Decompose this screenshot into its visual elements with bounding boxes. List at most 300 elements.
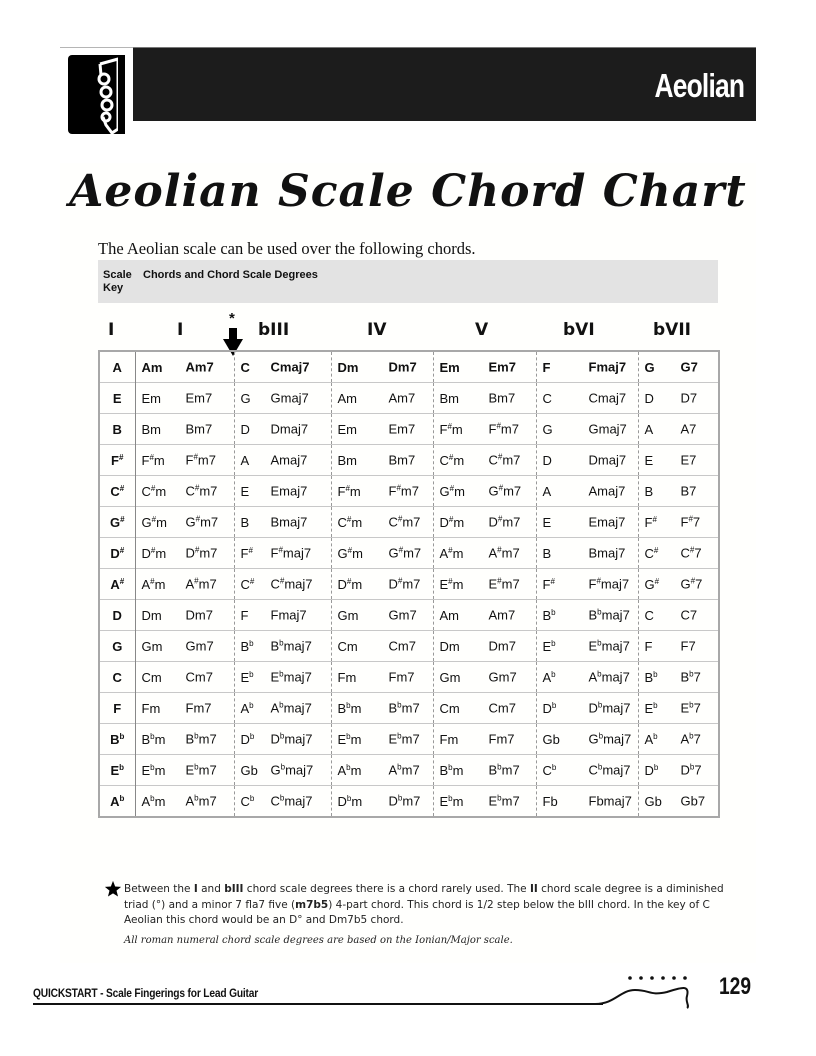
chord-triad: G bbox=[644, 359, 655, 375]
chord-seventh: Bm7 bbox=[185, 421, 213, 437]
chord-seventh: $A^bm7$ bbox=[388, 762, 420, 778]
chord-seventh: C#m7 bbox=[388, 514, 421, 530]
chord-group-cell bbox=[234, 351, 331, 383]
chord-group-cell bbox=[234, 755, 331, 786]
chord-seventh: D#m7 bbox=[388, 576, 421, 592]
chord-triad: D bbox=[542, 452, 552, 468]
table-row bbox=[99, 569, 719, 600]
chord-triad: Gm bbox=[337, 607, 359, 623]
chord-group-cell bbox=[536, 693, 638, 724]
chord-triad: G bbox=[240, 390, 251, 406]
chord-triad: A#m bbox=[439, 545, 464, 561]
chord-seventh: Dm7 bbox=[488, 638, 516, 654]
scale-key-cell: $B^b$ bbox=[99, 724, 135, 755]
fn-part: chord scale degree is a diminished triad (°) and a minor 7 fla7 five ( bbox=[124, 883, 724, 911]
chord-seventh: F#m7 bbox=[388, 483, 419, 499]
chord-seventh: Gm7 bbox=[185, 638, 214, 654]
chord-group-cell bbox=[638, 538, 719, 569]
chord-triad: $A^bm$ bbox=[141, 793, 166, 809]
chord-triad: C bbox=[240, 359, 250, 375]
chord-seventh: C#m7 bbox=[488, 452, 521, 468]
chord-group-cell bbox=[331, 383, 433, 414]
chord-triad: Cm bbox=[337, 638, 358, 654]
chord-seventh: $E^bm7$ bbox=[488, 793, 520, 809]
chord-seventh: G#m7 bbox=[185, 514, 219, 530]
chord-seventh: $G^bmaj7$ bbox=[588, 731, 632, 747]
chord-seventh: $E^bmaj7$ bbox=[270, 669, 312, 685]
chord-triad: Am bbox=[141, 359, 163, 375]
chord-triad: $A^b$ bbox=[542, 669, 556, 685]
chord-triad: G#m bbox=[141, 514, 167, 530]
chord-group-cell bbox=[331, 351, 433, 383]
chord-group-cell bbox=[536, 724, 638, 755]
chord-triad: Bm bbox=[337, 452, 357, 468]
table-row bbox=[99, 383, 719, 414]
chord-triad: F# bbox=[542, 576, 555, 592]
chord-group-cell bbox=[638, 476, 719, 507]
chord-seventh: Fm7 bbox=[185, 700, 212, 716]
chord-triad: F# bbox=[644, 514, 657, 530]
chord-group-cell bbox=[135, 351, 234, 383]
chord-triad: Bm bbox=[439, 390, 459, 406]
chord-chart-table bbox=[98, 350, 720, 818]
degree-v: V bbox=[475, 320, 489, 340]
chord-group-cell bbox=[638, 414, 719, 445]
chord-seventh: Bm7 bbox=[488, 390, 516, 406]
chord-group-cell bbox=[638, 662, 719, 693]
chord-group-cell bbox=[536, 631, 638, 662]
chord-seventh: F7 bbox=[680, 638, 696, 654]
chord-group-cell bbox=[638, 755, 719, 786]
chord-group-cell bbox=[433, 662, 536, 693]
chord-triad: C bbox=[542, 390, 552, 406]
chord-seventh: $A^bmaj7$ bbox=[588, 669, 630, 685]
chord-triad: C#m bbox=[141, 483, 167, 499]
chord-triad: $D^b$ bbox=[240, 731, 255, 747]
chord-group-cell bbox=[331, 662, 433, 693]
chord-group-cell bbox=[135, 383, 234, 414]
chord-seventh: Am7 bbox=[488, 607, 516, 623]
chord-seventh: $B^bm7$ bbox=[185, 731, 217, 747]
chord-triad: E bbox=[240, 483, 250, 499]
table-row bbox=[99, 538, 719, 569]
chord-group-cell bbox=[234, 445, 331, 476]
chord-group-cell bbox=[638, 786, 719, 818]
chord-triad: Em bbox=[141, 390, 161, 406]
degree-iv: IV bbox=[367, 320, 387, 340]
scale-key-cell: C bbox=[99, 662, 135, 693]
chord-triad: Gm bbox=[439, 669, 461, 685]
scale-key-cell: E bbox=[99, 383, 135, 414]
chord-triad: Fb bbox=[542, 793, 558, 809]
scale-key-cell: A bbox=[99, 351, 135, 383]
chord-group-cell bbox=[135, 693, 234, 724]
chord-seventh: Cmaj7 bbox=[270, 359, 310, 375]
chord-seventh: C7 bbox=[680, 607, 698, 623]
chord-group-cell bbox=[135, 755, 234, 786]
chord-triad: Dm bbox=[141, 607, 162, 623]
chord-group-cell bbox=[536, 507, 638, 538]
chord-seventh: $C^bmaj7$ bbox=[588, 762, 631, 778]
scale-key-cell: D bbox=[99, 600, 135, 631]
chord-triad: Am bbox=[337, 390, 357, 406]
intro-text: The Aeolian scale can be used over the following chords. bbox=[98, 239, 476, 258]
chord-group-cell bbox=[234, 786, 331, 818]
scale-key-cell: F bbox=[99, 693, 135, 724]
chord-triad: Fm bbox=[337, 669, 357, 685]
chord-group-cell bbox=[433, 445, 536, 476]
chord-group-cell bbox=[433, 755, 536, 786]
chord-triad: Em bbox=[439, 359, 460, 375]
chord-triad: Cm bbox=[439, 700, 460, 716]
chord-triad: $E^bm$ bbox=[337, 731, 362, 747]
table-row bbox=[99, 351, 719, 383]
chord-triad: D bbox=[240, 421, 250, 437]
chord-triad: F#m bbox=[439, 421, 463, 437]
chord-seventh: $D^bmaj7$ bbox=[270, 731, 313, 747]
table-row bbox=[99, 445, 719, 476]
chord-seventh: Dm7 bbox=[388, 359, 417, 375]
chord-group-cell bbox=[536, 476, 638, 507]
chord-seventh: F#m7 bbox=[488, 421, 519, 437]
chord-group-cell bbox=[331, 600, 433, 631]
chord-triad: Gb bbox=[240, 762, 258, 778]
chord-seventh: Gmaj7 bbox=[270, 390, 309, 406]
fn-part: ) 4-part chord. This chord is 1/2 step below the bIII chord. In the key of C Aeolian this chord would be an D° and Dm7b5 chord. bbox=[124, 898, 710, 926]
table-header-band bbox=[98, 260, 718, 303]
footer-rule bbox=[33, 1003, 603, 1005]
chord-triad: Gb bbox=[644, 793, 662, 809]
chord-triad: A bbox=[240, 452, 250, 468]
chord-group-cell bbox=[331, 693, 433, 724]
chord-triad: A#m bbox=[141, 576, 166, 592]
chord-seventh: Am7 bbox=[388, 390, 416, 406]
chord-triad: G# bbox=[644, 576, 660, 592]
chord-triad: D#m bbox=[337, 576, 363, 592]
chord-seventh: F#m7 bbox=[185, 452, 216, 468]
chord-triad: $E^bm$ bbox=[141, 762, 166, 778]
chord-seventh: Am7 bbox=[185, 359, 214, 375]
chord-group-cell bbox=[638, 383, 719, 414]
chord-seventh: $E^bmaj7$ bbox=[588, 638, 630, 654]
chord-seventh: Fmaj7 bbox=[270, 607, 307, 623]
table-row bbox=[99, 786, 719, 818]
chord-triad: $D^b$ bbox=[542, 700, 557, 716]
chord-group-cell bbox=[433, 600, 536, 631]
chord-triad: C#m bbox=[439, 452, 465, 468]
chord-triad: Gm bbox=[141, 638, 163, 654]
chord-seventh: $D^b7$ bbox=[680, 762, 702, 778]
chord-triad: F#m bbox=[337, 483, 361, 499]
fn-part: chord scale degrees there is a chord rarely used. The bbox=[243, 883, 530, 895]
footnote-text bbox=[124, 882, 724, 929]
chord-seventh: $G^bmaj7$ bbox=[270, 762, 314, 778]
chord-group-cell bbox=[135, 414, 234, 445]
fn-bold-ii: II bbox=[529, 883, 538, 895]
chord-seventh: Bmaj7 bbox=[588, 545, 626, 561]
chord-seventh: Em7 bbox=[488, 359, 516, 375]
chord-seventh: E7 bbox=[680, 452, 697, 468]
chord-triad: Em bbox=[337, 421, 357, 437]
chord-triad: D#m bbox=[141, 545, 167, 561]
chord-group-cell bbox=[234, 693, 331, 724]
chord-seventh: Bmaj7 bbox=[270, 514, 308, 530]
chord-seventh: $E^b7$ bbox=[680, 700, 701, 716]
table-row bbox=[99, 507, 719, 538]
degree-biii: bIII bbox=[258, 320, 290, 340]
chord-seventh: Dmaj7 bbox=[588, 452, 627, 468]
chord-group-cell bbox=[638, 445, 719, 476]
chord-group-cell bbox=[638, 600, 719, 631]
section-title: Aeolian bbox=[654, 67, 744, 104]
chord-seventh: $D^bm7$ bbox=[388, 793, 421, 809]
chord-seventh: G#m7 bbox=[488, 483, 522, 499]
chord-triad: D bbox=[644, 390, 654, 406]
page-title: Aeolian Scale Chord Chart bbox=[69, 166, 747, 217]
table-row bbox=[99, 724, 719, 755]
chain-hand-icon bbox=[68, 55, 125, 134]
chord-seventh: Cm7 bbox=[388, 638, 416, 654]
chord-triad: F# bbox=[240, 545, 253, 561]
chord-seventh: G#7 bbox=[680, 576, 703, 592]
chord-triad: C# bbox=[240, 576, 255, 592]
chord-seventh: Fm7 bbox=[388, 669, 415, 685]
chord-seventh: Emaj7 bbox=[588, 514, 626, 530]
chord-group-cell bbox=[433, 476, 536, 507]
chord-triad: $B^b$ bbox=[240, 638, 254, 654]
chord-group-cell bbox=[234, 600, 331, 631]
chord-triad: $B^b$ bbox=[542, 607, 556, 623]
table-row bbox=[99, 662, 719, 693]
chord-group-cell bbox=[234, 507, 331, 538]
chord-triad: $D^bm$ bbox=[337, 793, 363, 809]
chord-triad: Fm bbox=[439, 731, 459, 747]
chord-group-cell bbox=[135, 662, 234, 693]
chord-seventh: Em7 bbox=[185, 390, 213, 406]
footnote-star-icon bbox=[104, 876, 122, 902]
chord-group-cell bbox=[331, 724, 433, 755]
chord-group-cell bbox=[135, 507, 234, 538]
chord-seventh: Amaj7 bbox=[270, 452, 308, 468]
chord-triad: Dm bbox=[337, 359, 359, 375]
chord-triad: B bbox=[542, 545, 552, 561]
chord-seventh: D#m7 bbox=[185, 545, 218, 561]
chord-triad: $C^b$ bbox=[240, 793, 255, 809]
chord-seventh: F#7 bbox=[680, 514, 701, 530]
chord-triad: Cm bbox=[141, 669, 162, 685]
chord-seventh: Fbmaj7 bbox=[588, 793, 632, 809]
guitar-headstock-icon bbox=[595, 970, 710, 1010]
chord-seventh: D#m7 bbox=[488, 514, 521, 530]
chord-triad: E bbox=[542, 514, 552, 530]
scale-key-cell: A# bbox=[99, 569, 135, 600]
footnote-italic: All roman numeral chord scale degrees are based on the Ionian/Major scale. bbox=[124, 935, 513, 946]
scale-key-cell: $A^b$ bbox=[99, 786, 135, 818]
chord-triad: G bbox=[542, 421, 553, 437]
chord-seventh: C#m7 bbox=[185, 483, 218, 499]
chord-triad: $E^bm$ bbox=[439, 793, 464, 809]
chord-group-cell bbox=[135, 445, 234, 476]
table-row bbox=[99, 755, 719, 786]
scale-key-label bbox=[103, 269, 143, 295]
table-row bbox=[99, 693, 719, 724]
chord-triad: $A^b$ bbox=[644, 731, 658, 747]
chord-seventh: C#7 bbox=[680, 545, 702, 561]
chord-triad: F bbox=[542, 359, 551, 375]
chord-group-cell bbox=[331, 631, 433, 662]
chord-seventh: Amaj7 bbox=[588, 483, 626, 499]
chord-group-cell bbox=[536, 662, 638, 693]
chord-seventh: C#maj7 bbox=[270, 576, 313, 592]
chord-seventh: $A^bm7$ bbox=[185, 793, 217, 809]
chord-seventh: G7 bbox=[680, 359, 698, 375]
chord-triad: Gb bbox=[542, 731, 560, 747]
chord-seventh: G#m7 bbox=[388, 545, 422, 561]
chord-group-cell bbox=[433, 693, 536, 724]
chord-seventh: Cm7 bbox=[185, 669, 213, 685]
chord-seventh: $C^bmaj7$ bbox=[270, 793, 313, 809]
chord-triad: G#m bbox=[337, 545, 363, 561]
chord-seventh: Cmaj7 bbox=[588, 390, 627, 406]
chord-group-cell bbox=[433, 631, 536, 662]
chord-group-cell bbox=[331, 507, 433, 538]
chord-triad: $A^bm$ bbox=[337, 762, 362, 778]
chord-group-cell bbox=[433, 786, 536, 818]
scale-key-cell: G# bbox=[99, 507, 135, 538]
chord-seventh: F#maj7 bbox=[588, 576, 630, 592]
chord-triad: $E^b$ bbox=[542, 638, 556, 654]
chord-triad: Bm bbox=[141, 421, 161, 437]
chord-triad: $C^b$ bbox=[542, 762, 557, 778]
degree-bvi: bVI bbox=[563, 320, 595, 340]
table-row bbox=[99, 600, 719, 631]
scale-key-cell: $E^b$ bbox=[99, 755, 135, 786]
chord-group-cell bbox=[536, 383, 638, 414]
chord-seventh: $A^bmaj7$ bbox=[270, 700, 312, 716]
degree-i: I bbox=[177, 320, 184, 340]
asterisk-marker: * bbox=[229, 310, 235, 327]
chord-group-cell bbox=[331, 786, 433, 818]
chord-triad: A bbox=[644, 421, 654, 437]
chord-triad: F bbox=[240, 607, 249, 623]
chord-seventh: Gb7 bbox=[680, 793, 706, 809]
chord-group-cell bbox=[331, 476, 433, 507]
chord-group-cell bbox=[234, 662, 331, 693]
chord-seventh: Dm7 bbox=[185, 607, 213, 623]
chord-group-cell bbox=[638, 693, 719, 724]
chord-seventh: Gmaj7 bbox=[588, 421, 627, 437]
chord-seventh: $B^bm7$ bbox=[488, 762, 520, 778]
chord-seventh: Gm7 bbox=[488, 669, 517, 685]
chord-triad: $B^b$ bbox=[644, 669, 658, 685]
chord-seventh: Gm7 bbox=[388, 607, 417, 623]
chords-degrees-label: Chords and Chord Scale Degrees bbox=[143, 269, 318, 281]
table-row bbox=[99, 476, 719, 507]
chord-triad: $E^b$ bbox=[644, 700, 658, 716]
chord-group-cell bbox=[135, 631, 234, 662]
chord-seventh: $B^b7$ bbox=[680, 669, 701, 685]
chord-seventh: $E^bm7$ bbox=[185, 762, 217, 778]
chord-triad: $A^b$ bbox=[240, 700, 254, 716]
chord-group-cell bbox=[331, 755, 433, 786]
chord-group-cell bbox=[433, 538, 536, 569]
chord-group-cell bbox=[433, 414, 536, 445]
chord-group-cell bbox=[234, 383, 331, 414]
chord-triad: C#m bbox=[337, 514, 363, 530]
scale-key-cell: D# bbox=[99, 538, 135, 569]
chord-group-cell bbox=[135, 786, 234, 818]
chord-group-cell bbox=[433, 724, 536, 755]
chord-group-cell bbox=[433, 569, 536, 600]
degree-key: I bbox=[108, 320, 115, 340]
chord-triad: F#m bbox=[141, 452, 165, 468]
chord-seventh: $A^b7$ bbox=[680, 731, 701, 747]
chord-triad: E#m bbox=[439, 576, 464, 592]
chord-seventh: Emaj7 bbox=[270, 483, 308, 499]
fn-bold-m7b5: m7b5 bbox=[295, 898, 329, 911]
chord-group-cell bbox=[135, 724, 234, 755]
chord-group-cell bbox=[536, 569, 638, 600]
fn-bold-biii: bIII bbox=[224, 883, 244, 895]
degree-header-row bbox=[0, 320, 816, 346]
chord-group-cell bbox=[135, 538, 234, 569]
chord-group-cell bbox=[234, 631, 331, 662]
chord-group-cell bbox=[536, 600, 638, 631]
chord-seventh: Fmaj7 bbox=[588, 359, 627, 375]
scale-key-cell: F# bbox=[99, 445, 135, 476]
chord-triad: Fm bbox=[141, 700, 161, 716]
chord-triad: Dm bbox=[439, 638, 460, 654]
chord-seventh: Cm7 bbox=[488, 700, 516, 716]
chord-group-cell bbox=[135, 569, 234, 600]
chord-triad: C# bbox=[644, 545, 659, 561]
fn-part: and bbox=[197, 883, 225, 895]
chord-seventh: $E^bm7$ bbox=[388, 731, 420, 747]
scale-key-cell: B bbox=[99, 414, 135, 445]
chord-group-cell bbox=[433, 507, 536, 538]
chord-group-cell bbox=[536, 351, 638, 383]
chord-group-cell bbox=[234, 538, 331, 569]
chord-group-cell bbox=[234, 569, 331, 600]
chord-triad: D#m bbox=[439, 514, 465, 530]
chord-seventh: $B^bmaj7$ bbox=[588, 607, 630, 623]
chord-group-cell bbox=[638, 631, 719, 662]
chord-triad: $E^b$ bbox=[240, 669, 254, 685]
chord-triad: $B^bm$ bbox=[141, 731, 166, 747]
degree-bvii: bVII bbox=[653, 320, 691, 340]
scale-key-cell: C# bbox=[99, 476, 135, 507]
chord-group-cell bbox=[135, 476, 234, 507]
chord-seventh: Em7 bbox=[388, 421, 416, 437]
chord-group-cell bbox=[331, 414, 433, 445]
chord-seventh: F#maj7 bbox=[270, 545, 312, 561]
chord-group-cell bbox=[536, 755, 638, 786]
chord-triad: C bbox=[644, 607, 654, 623]
chord-group-cell bbox=[433, 383, 536, 414]
section-title-bar bbox=[133, 47, 756, 121]
chord-seventh: Bm7 bbox=[388, 452, 416, 468]
chord-triad: B bbox=[644, 483, 654, 499]
chord-group-cell bbox=[638, 351, 719, 383]
scale-key-cell: G bbox=[99, 631, 135, 662]
chord-triad: E bbox=[644, 452, 654, 468]
chord-group-cell bbox=[135, 600, 234, 631]
chord-seventh: A#m7 bbox=[185, 576, 217, 592]
chord-group-cell bbox=[234, 724, 331, 755]
chord-group-cell bbox=[536, 414, 638, 445]
chord-group-cell bbox=[331, 538, 433, 569]
chord-triad: A bbox=[542, 483, 552, 499]
